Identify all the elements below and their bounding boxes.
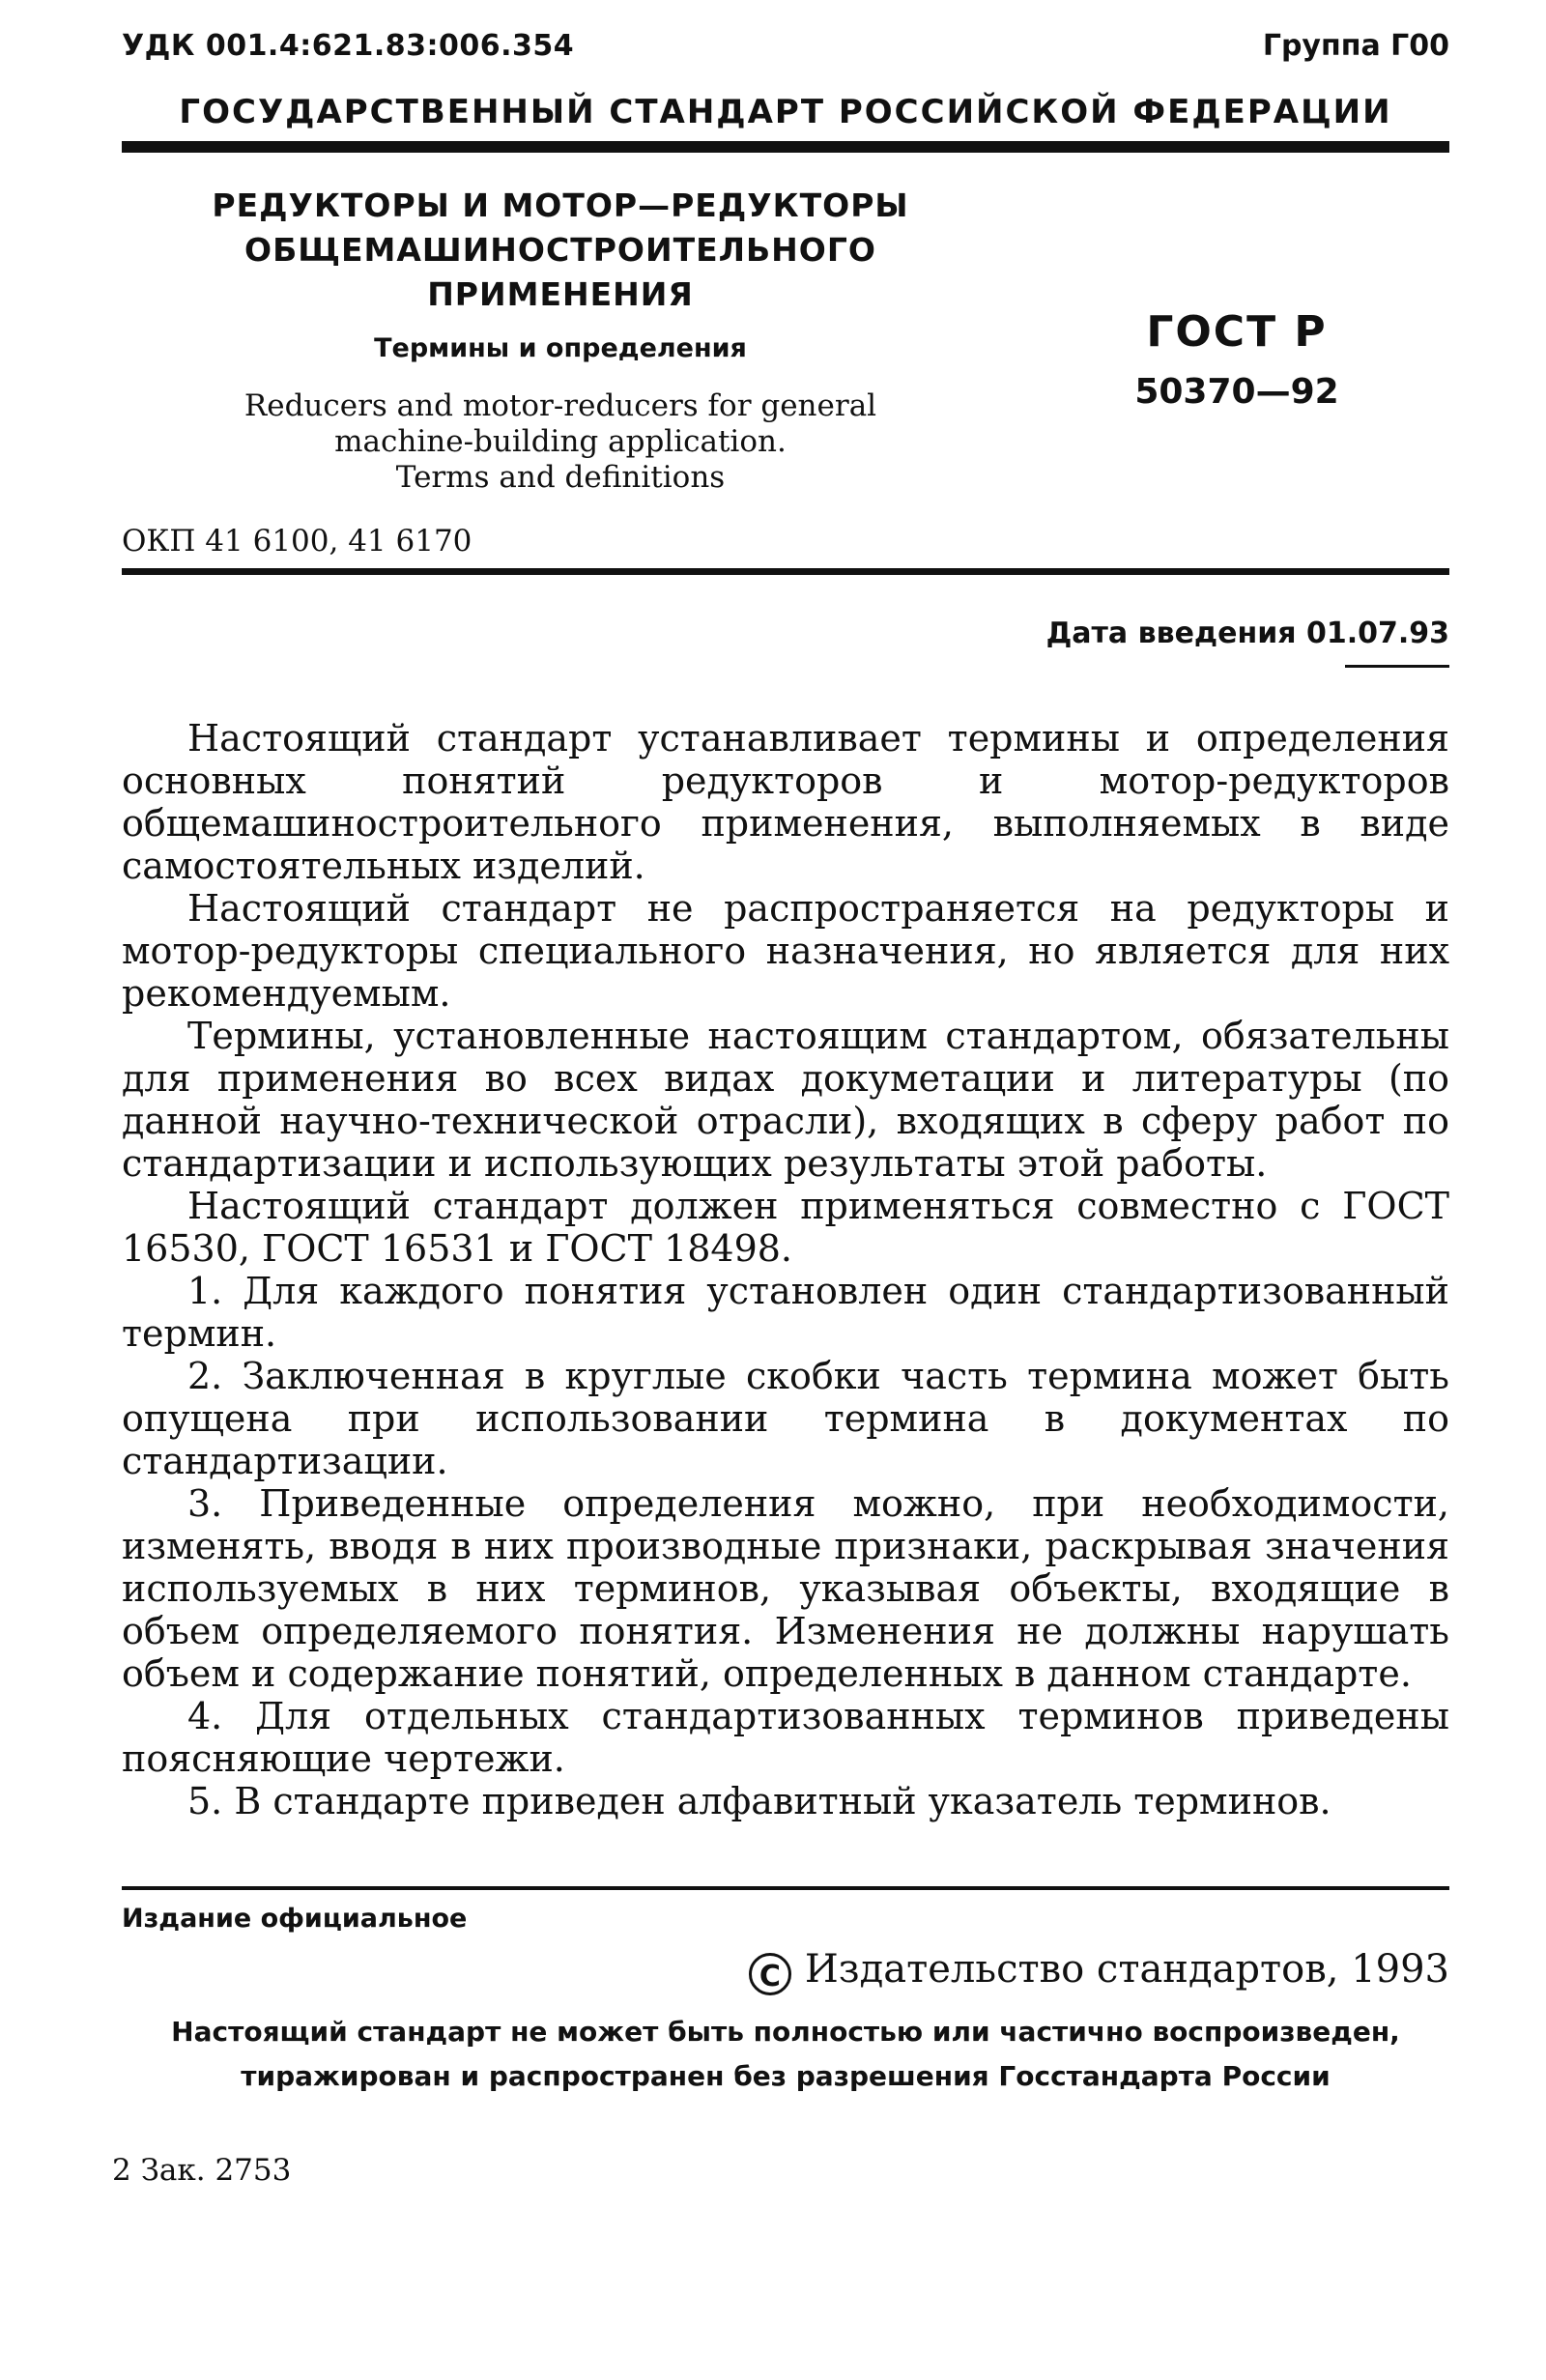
reproduction-notice — [122, 2010, 1449, 2099]
group-code: Группа Г00 — [1262, 29, 1449, 63]
paragraph: Настоящий стандарт должен применяться совместно с ГОСТ 16530, ГОСТ 16531 и ГОСТ 18498. — [122, 1185, 1449, 1270]
gost-number: 50370—92 — [1134, 372, 1339, 412]
english-title-line-2: machine-building application. — [334, 424, 787, 459]
header-bottom-rule — [122, 568, 1449, 575]
paragraph: Настоящий стандарт не распространяется на редукторы и мотор-редукторы специального назначения, но является для них рекомендуемым. — [122, 887, 1449, 1015]
title-line-3: ПРИМЕНЕНИЯ — [427, 275, 694, 313]
english-title-line-3: Terms and definitions — [395, 460, 726, 495]
paragraph: 3. Приведенные определения можно, при необходимости, изменять, вводя в них производные признаки, раскрывая значения используемых в них терминов, указывая объекты, входящие в объем определяемого понятия. Изменения не должны нарушать объем и содержание понятий, определенных в данном стандарте. — [122, 1482, 1449, 1695]
paragraph: 4. Для отдельных стандартизованных терминов приведены поясняющие чертежи. — [122, 1695, 1449, 1780]
body-text — [122, 717, 1449, 1822]
paragraph: Настоящий стандарт устанавливает термины и определения основных понятий редукторов и мотор-редукторов общемашиностроительного применения, выполняемых в виде самостоятельных изделий. — [122, 717, 1449, 887]
document-title — [193, 184, 928, 317]
paragraph: 5. В стандарте приведен алфавитный указатель терминов. — [187, 1780, 1331, 1822]
introduction-date: Дата введения 01.07.93 — [1045, 617, 1449, 650]
notice-line-2: тиражирован и распространен без разрешения Госстандарта России — [241, 2060, 1331, 2092]
notice-line-1: Настоящий стандарт не может быть полностью или частично воспроизведен, — [171, 2016, 1400, 2048]
date-underline — [1345, 665, 1449, 668]
okp-code: ОКП 41 6100, 41 6170 — [122, 524, 472, 559]
english-title — [193, 388, 928, 496]
state-standard-title: ГОСУДАРСТВЕННЫЙ СТАНДАРТ РОССИЙСКОЙ ФЕДЕРАЦИИ — [179, 93, 1392, 131]
udk-code: УДК 001.4:621.83:006.354 — [122, 29, 575, 63]
official-edition-label: Издание официальное — [122, 1904, 468, 1934]
paragraph: 1. Для каждого понятия установлен один стандартизованный термин. — [122, 1270, 1449, 1355]
paragraph: Термины, установленные настоящим стандартом, обязательны для применения во всех видах докуметации и литературы (по данной научно-технической отрасли), входящих в сферу работ по стандартизации и использующих результаты этой работы. — [122, 1015, 1449, 1185]
paragraph: 2. Заключенная в круглые скобки часть термина может быть опущена при использовании термина в документах по стандартизации. — [122, 1355, 1449, 1482]
english-title-line-1: Reducers and motor-reducers for general — [243, 388, 877, 423]
top-thick-rule — [122, 141, 1449, 153]
copyright-line — [749, 1947, 1449, 1995]
footer-rule — [122, 1886, 1449, 1890]
order-number: 2 Зак. 2753 — [112, 2153, 292, 2188]
title-line-1: РЕДУКТОРЫ И МОТОР—РЕДУКТОРЫ — [212, 186, 909, 224]
copyright-icon: C — [749, 1953, 791, 1995]
gost-label: ГОСТ Р — [1146, 307, 1328, 357]
document-subtitle: Термины и определения — [374, 333, 747, 363]
copyright-text: Издательство стандартов, 1993 — [804, 1947, 1449, 1992]
title-line-2: ОБЩЕМАШИНОСТРОИТЕЛЬНОГО — [244, 231, 876, 269]
